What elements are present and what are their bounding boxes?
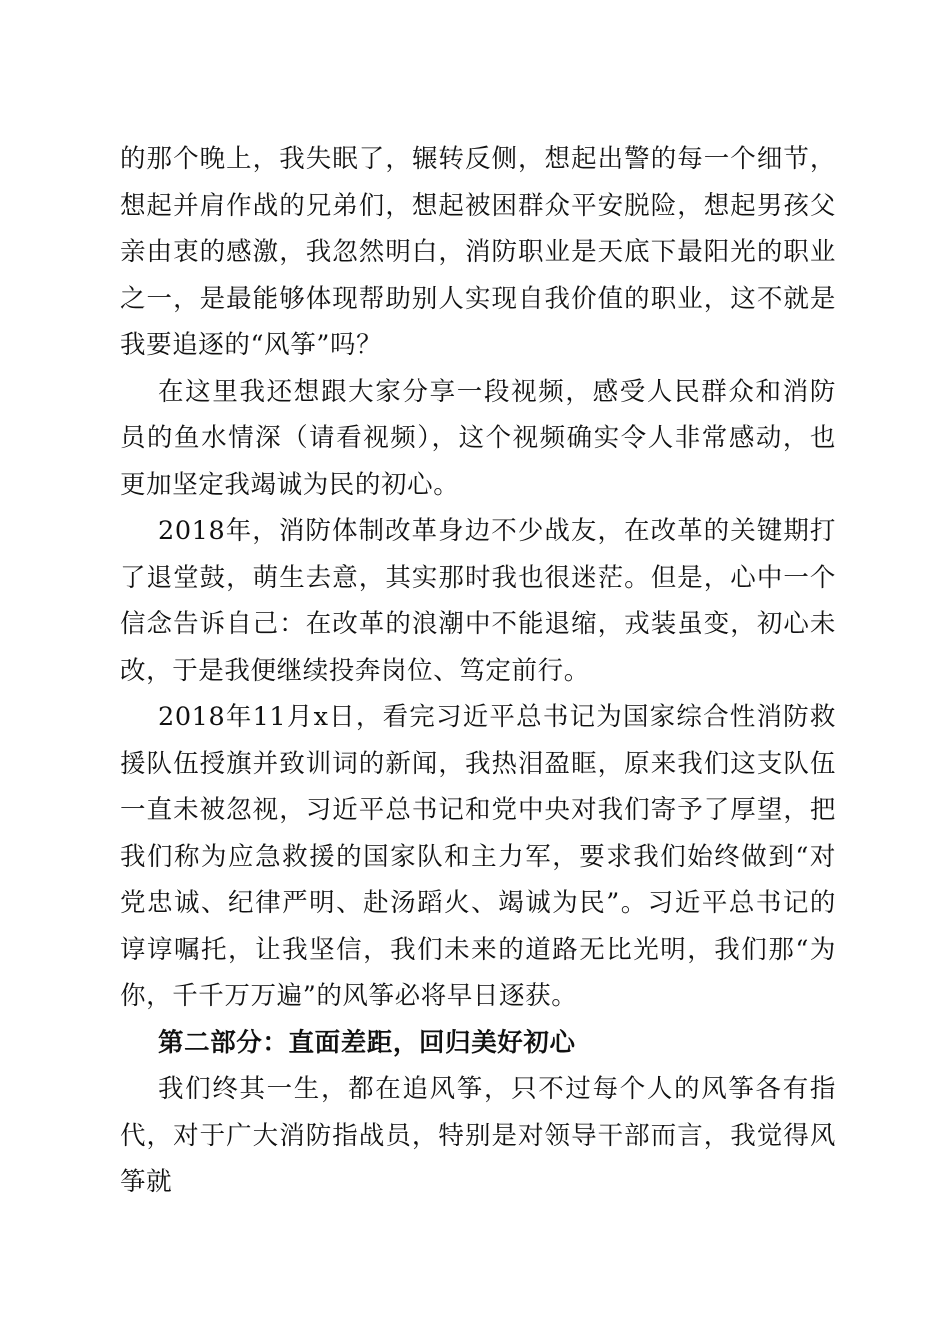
- document-body: [120, 136, 836, 1206]
- paragraph-kite-meaning: 我们终其一生，都在追风筝，只不过每个人的风筝各有指代，对于广大消防指战员，特别是对领导干部而言，我觉得风筝就: [120, 1074, 836, 1197]
- paragraph-video: 在这里我还想跟大家分享一段视频，感受人民群众和消防员的鱼水情深（请看视频），这个视频确实令人非常感动，也更加坚定我竭诚为民的初心。: [120, 376, 836, 500]
- paragraph-continuation: 的那个晚上，我失眠了，辗转反侧，想起出警的每一个细节，想起并肩作战的兄弟们，想起被困群众平安脱险，想起男孩父亲由衷的感激，我忽然明白，消防职业是天底下最阳光的职业之一，是最能够体现帮助别人实现自我价值的职业，这不就是我要追逐的“风筝”吗？: [120, 144, 836, 360]
- paragraph-flag-ceremony: 2018年11月x日，看完习近平总书记为国家综合性消防救援队伍授旗并致训词的新闻，我热泪盈眶，原来我们这支队伍一直未被忽视，习近平总书记和党中央对我们寄予了厚望，把我们称为应急救援的国家队和主力军，要求我们始终做到“对党忠诚、纪律严明、赴汤蹈火、竭诚为民”。习近平总书记的谆谆嘱托，让我坚信，我们未来的道路无比光明，我们那“为你，千千万万遍”的风筝必将早日逐获。: [120, 702, 836, 1011]
- section-heading-part-two: 第二部分：直面差距，回归美好初心: [158, 1027, 576, 1058]
- paragraph-reform-2018: 2018年，消防体制改革身边不少战友，在改革的关键期打了退堂鼓，萌生去意，其实那时我也很迷茫。但是，心中一个信念告诉自己：在改革的浪潮中不能退缩，戎装虽变，初心未改，于是我便继续投奔岗位、笃定前行。: [120, 516, 836, 686]
